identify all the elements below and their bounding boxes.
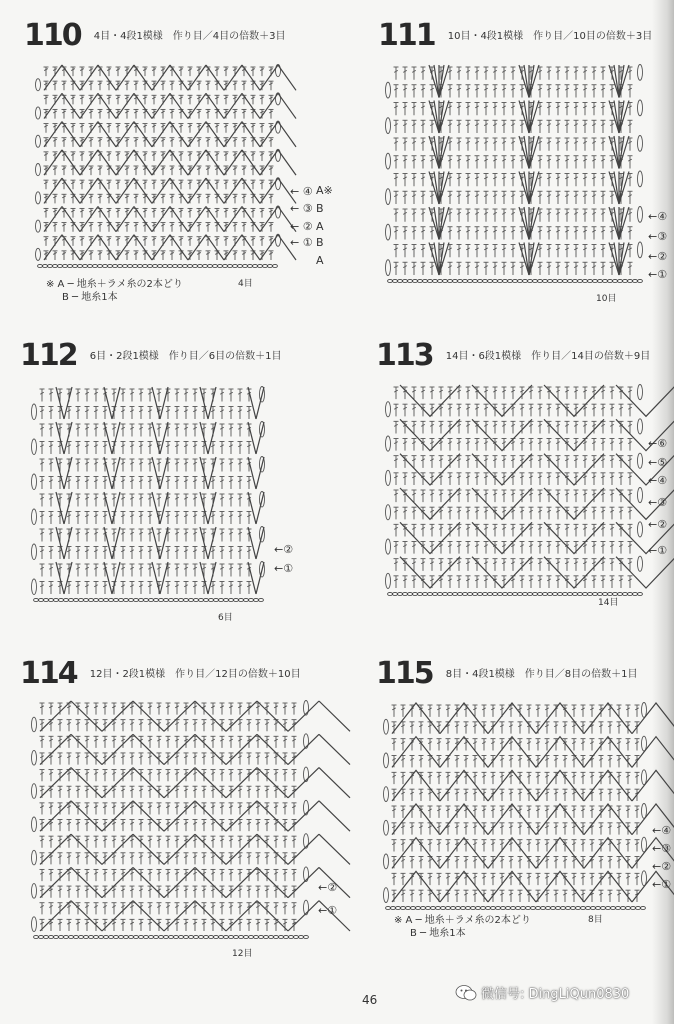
row-marker-2: ←② [274,543,294,556]
repeat-label: 8目 [588,915,603,925]
row-marker-1: ←① [318,904,338,917]
yarn-letter: A [316,220,324,233]
chart-svg [30,382,268,604]
row-marker-1: ←① [274,562,294,575]
chart-svg [34,60,284,270]
yarn-letter: A [316,254,324,267]
pattern-number: 114 [20,656,77,691]
pattern-header [20,338,282,373]
watermark [455,983,629,1002]
page-number: 46 [362,993,378,1007]
pattern-description: 4目・4段1模様 作り目／4目の倍数＋3目 [93,31,286,42]
crochet-chart [384,380,646,598]
row-marker-2: ←② [648,250,668,263]
chart-svg [30,696,312,941]
row-marker-3: ← ③ [290,202,313,215]
chart-svg [384,380,646,598]
pattern-112 [20,338,340,638]
pattern-number: 112 [20,338,77,373]
pattern-description: 10目・4段1模様 作り目／10目の倍数＋3目 [447,31,653,42]
pattern-number: 111 [378,18,435,53]
row-marker-4: ←④ [648,474,668,487]
yarn-letter: B [316,236,324,249]
crochet-chart [382,698,650,912]
pattern-description: 14目・6段1模様 作り目／14目の倍数＋9目 [445,351,651,362]
note-line: B ─ 地糸1本 [62,292,118,303]
pattern-header [376,338,650,373]
pattern-header [20,656,301,691]
row-marker-2: ←② [648,518,668,531]
chart-svg [382,698,650,912]
yarn-notes [46,278,183,304]
crochet-chart [30,382,268,604]
pattern-number: 115 [376,656,433,691]
row-marker-1: ←① [648,544,668,557]
pattern-111 [378,18,668,318]
crochet-chart [30,696,312,941]
pattern-number: 113 [376,338,433,373]
row-marker-1: ←① [652,878,672,891]
row-marker-4: ←④ [648,210,668,223]
row-marker-3: ←③ [652,842,672,855]
crochet-chart [384,60,646,285]
row-marker-2: ←② [318,881,338,894]
row-marker-6: ←⑥ [648,437,668,450]
row-marker-4: ← ④ [290,185,313,198]
row-marker-4: ←④ [652,824,672,837]
yarn-notes [394,914,531,940]
pattern-description: 8目・4段1模様 作り目／8目の倍数＋1目 [445,669,638,680]
row-marker-2: ←② [652,860,672,873]
repeat-label: 10目 [596,294,617,304]
pattern-115 [376,656,672,956]
note-line: B ─ 地糸1本 [410,928,466,939]
row-marker-1: ←① [648,268,668,281]
row-marker-5: ←⑤ [648,456,668,469]
row-marker-1: ← ① [290,236,313,249]
chart-svg [384,60,646,285]
watermark-text: 微信号: DingLiQun0830 [481,987,630,1002]
yarn-letter: A※ [316,184,333,197]
row-marker-2: ← ② [290,220,313,233]
pattern-114 [20,656,350,966]
pattern-description: 6目・2段1模様 作り目／6目の倍数＋1目 [89,351,282,362]
repeat-label: 6目 [218,613,233,623]
pattern-110 [24,18,344,318]
note-line: ※ A ─ 地糸＋ラメ糸の2本どり [394,915,531,926]
note-line: ※ A ─ 地糸＋ラメ糸の2本どり [46,279,183,290]
row-marker-3: ←③ [648,496,668,509]
pattern-header [376,656,638,691]
row-marker-3: ←③ [648,230,668,243]
pattern-header [24,18,286,53]
pattern-113 [376,338,668,638]
wechat-icon [455,984,477,1002]
pattern-number: 110 [24,18,81,53]
yarn-letter: B [316,202,324,215]
repeat-label: 12目 [232,949,253,959]
pattern-description: 12目・2段1模様 作り目／12目の倍数＋10目 [89,669,301,680]
repeat-label: 14目 [598,598,619,608]
pattern-header [378,18,652,53]
crochet-chart [34,60,284,270]
repeat-label: 4目 [238,279,253,289]
